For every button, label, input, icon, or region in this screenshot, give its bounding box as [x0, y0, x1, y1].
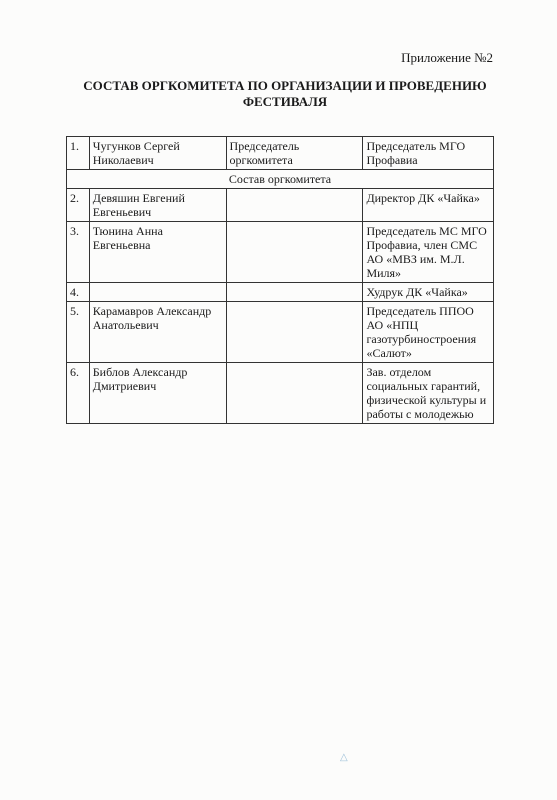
row-number: 2. — [67, 189, 90, 222]
title-line-2: ФЕСТИВАЛЯ — [242, 94, 328, 109]
member-name: Карамавров Александр Анатольевич — [89, 302, 226, 363]
member-position: Председатель ППОО АО «НПЦ газотурбиностроения «Салют» — [363, 302, 494, 363]
table-subheader-row — [67, 170, 494, 189]
table-row — [67, 137, 494, 170]
member-position: Председатель МС МГО Профавиа, член СМС АО «МВЗ им. М.Л. Миля» — [363, 222, 494, 283]
table-row — [67, 189, 494, 222]
member-name: Чугунков Сергей Николаевич — [89, 137, 226, 170]
member-position: Председатель МГО Профавиа — [363, 137, 494, 170]
member-position: Худрук ДК «Чайка» — [363, 283, 494, 302]
row-number: 5. — [67, 302, 90, 363]
table-row — [67, 363, 494, 424]
member-position: Директор ДК «Чайка» — [363, 189, 494, 222]
row-number: 6. — [67, 363, 90, 424]
page-mark-icon: △ — [340, 752, 348, 763]
table-row — [67, 302, 494, 363]
table-row — [67, 283, 494, 302]
member-name — [89, 283, 226, 302]
appendix-label: Приложение №2 — [401, 50, 493, 65]
member-position: Зав. отделом социальных гарантий, физической культуры и работы с молодежью — [363, 363, 494, 424]
member-name: Девяшин Евгений Евгеньевич — [89, 189, 226, 222]
member-name: Библов Александр Дмитриевич — [89, 363, 226, 424]
member-role — [226, 283, 363, 302]
member-name: Тюнина Анна Евгеньевна — [89, 222, 226, 283]
title-line-1: СОСТАВ ОРГКОМИТЕТА ПО ОРГАНИЗАЦИИ И ПРОВЕДЕНИЮ — [83, 78, 487, 93]
row-number: 3. — [67, 222, 90, 283]
member-role — [226, 302, 363, 363]
committee-subheader: Состав оргкомитета — [67, 170, 494, 189]
member-role — [226, 189, 363, 222]
member-role — [226, 222, 363, 283]
row-number: 1. — [67, 137, 90, 170]
document-title — [60, 78, 510, 110]
committee-table — [66, 136, 494, 424]
member-role — [226, 363, 363, 424]
table-row — [67, 222, 494, 283]
row-number: 4. — [67, 283, 90, 302]
member-role: Председатель оргкомитета — [226, 137, 363, 170]
